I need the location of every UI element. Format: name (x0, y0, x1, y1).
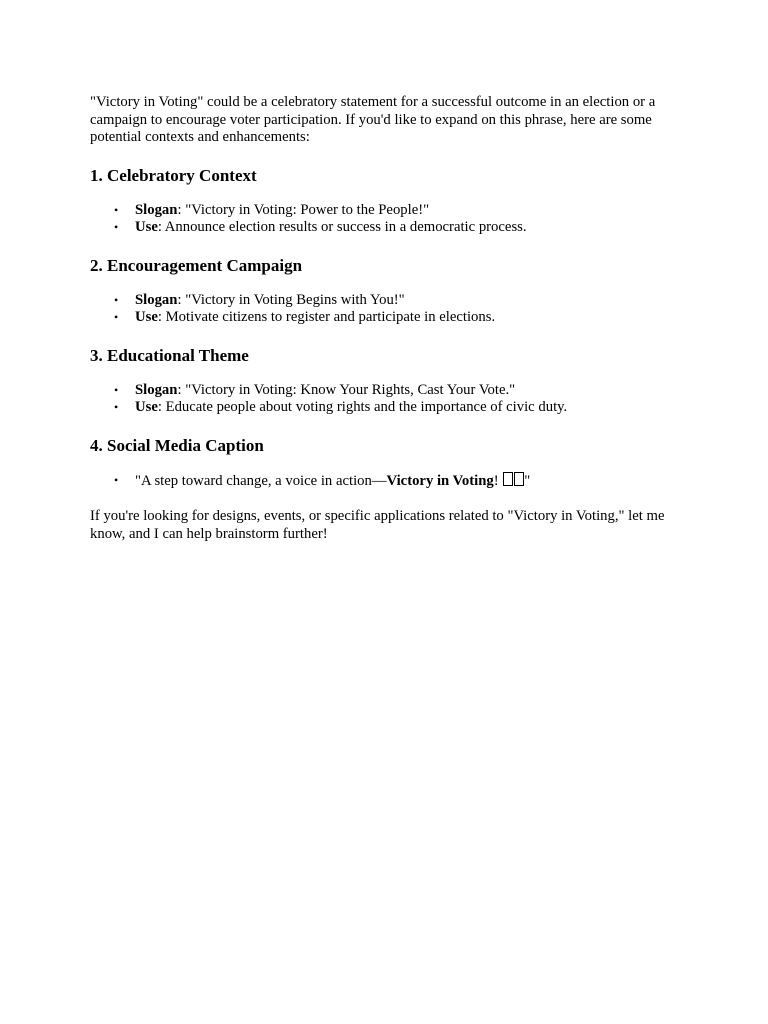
section-social-media-caption (90, 436, 678, 491)
section-celebratory-context (90, 166, 678, 237)
list-item (114, 309, 678, 327)
item-text: : Motivate citizens to register and participate in elections. (157, 309, 496, 325)
list-item (114, 291, 678, 310)
section-heading: 1. Celebratory Context (90, 165, 257, 185)
section-heading: 3. Educational Theme (90, 345, 249, 365)
bullet-list (90, 382, 678, 417)
section-heading: 4. Social Media Caption (90, 435, 264, 455)
list-item (114, 472, 678, 491)
outro-paragraph: If you're looking for designs, events, or specific applications related to "Victory in Voting," let me know, and I can help brainstorm further! (90, 508, 665, 542)
caption-prefix: "A step toward change, a voice in action— (135, 472, 387, 489)
item-label: Slogan (135, 201, 178, 218)
list-item (114, 201, 678, 220)
bullet-icon: • (114, 382, 119, 397)
bullet-list (90, 472, 678, 491)
bullet-icon: • (114, 292, 119, 307)
list-item (114, 381, 678, 400)
item-text: : Announce election results or success in a democratic process. (157, 219, 527, 235)
bullet-icon: • (114, 472, 119, 487)
bullet-icon: • (114, 400, 119, 414)
item-text: : "Victory in Voting Begins with You!" (177, 291, 405, 308)
item-label: Use (135, 309, 158, 325)
item-text: : Educate people about voting rights and the importance of civic duty. (157, 399, 568, 415)
list-item (114, 399, 678, 417)
missing-glyph-icon (503, 472, 513, 486)
bullet-list (90, 202, 678, 237)
bullet-icon: • (114, 202, 119, 217)
item-text: : "Victory in Voting: Know Your Rights, Cast Your Vote." (177, 381, 516, 398)
item-label: Slogan (135, 291, 178, 308)
intro-paragraph: "Victory in Voting" could be a celebratory statement for a successful outcome in an election or a campaign to encourage voter participation. If you'd like to expand on this phrase, here are some potential contexts and enhancements: (90, 94, 656, 145)
section-encouragement-campaign (90, 256, 678, 327)
bullet-icon: • (114, 310, 119, 324)
item-label: Use (135, 399, 158, 415)
missing-glyph-icon (514, 472, 524, 486)
caption-closing-quote: " (524, 472, 531, 489)
caption-bold: Victory in Voting (386, 472, 494, 489)
item-label: Use (135, 219, 158, 235)
caption-exclaim: ! (493, 472, 503, 489)
section-educational-theme (90, 346, 678, 417)
bullet-icon: • (114, 220, 119, 234)
list-item (114, 219, 678, 237)
section-heading: 2. Encouragement Campaign (90, 255, 303, 275)
item-label: Slogan (135, 381, 178, 398)
item-text: : "Victory in Voting: Power to the People!" (177, 201, 430, 218)
bullet-list (90, 292, 678, 327)
